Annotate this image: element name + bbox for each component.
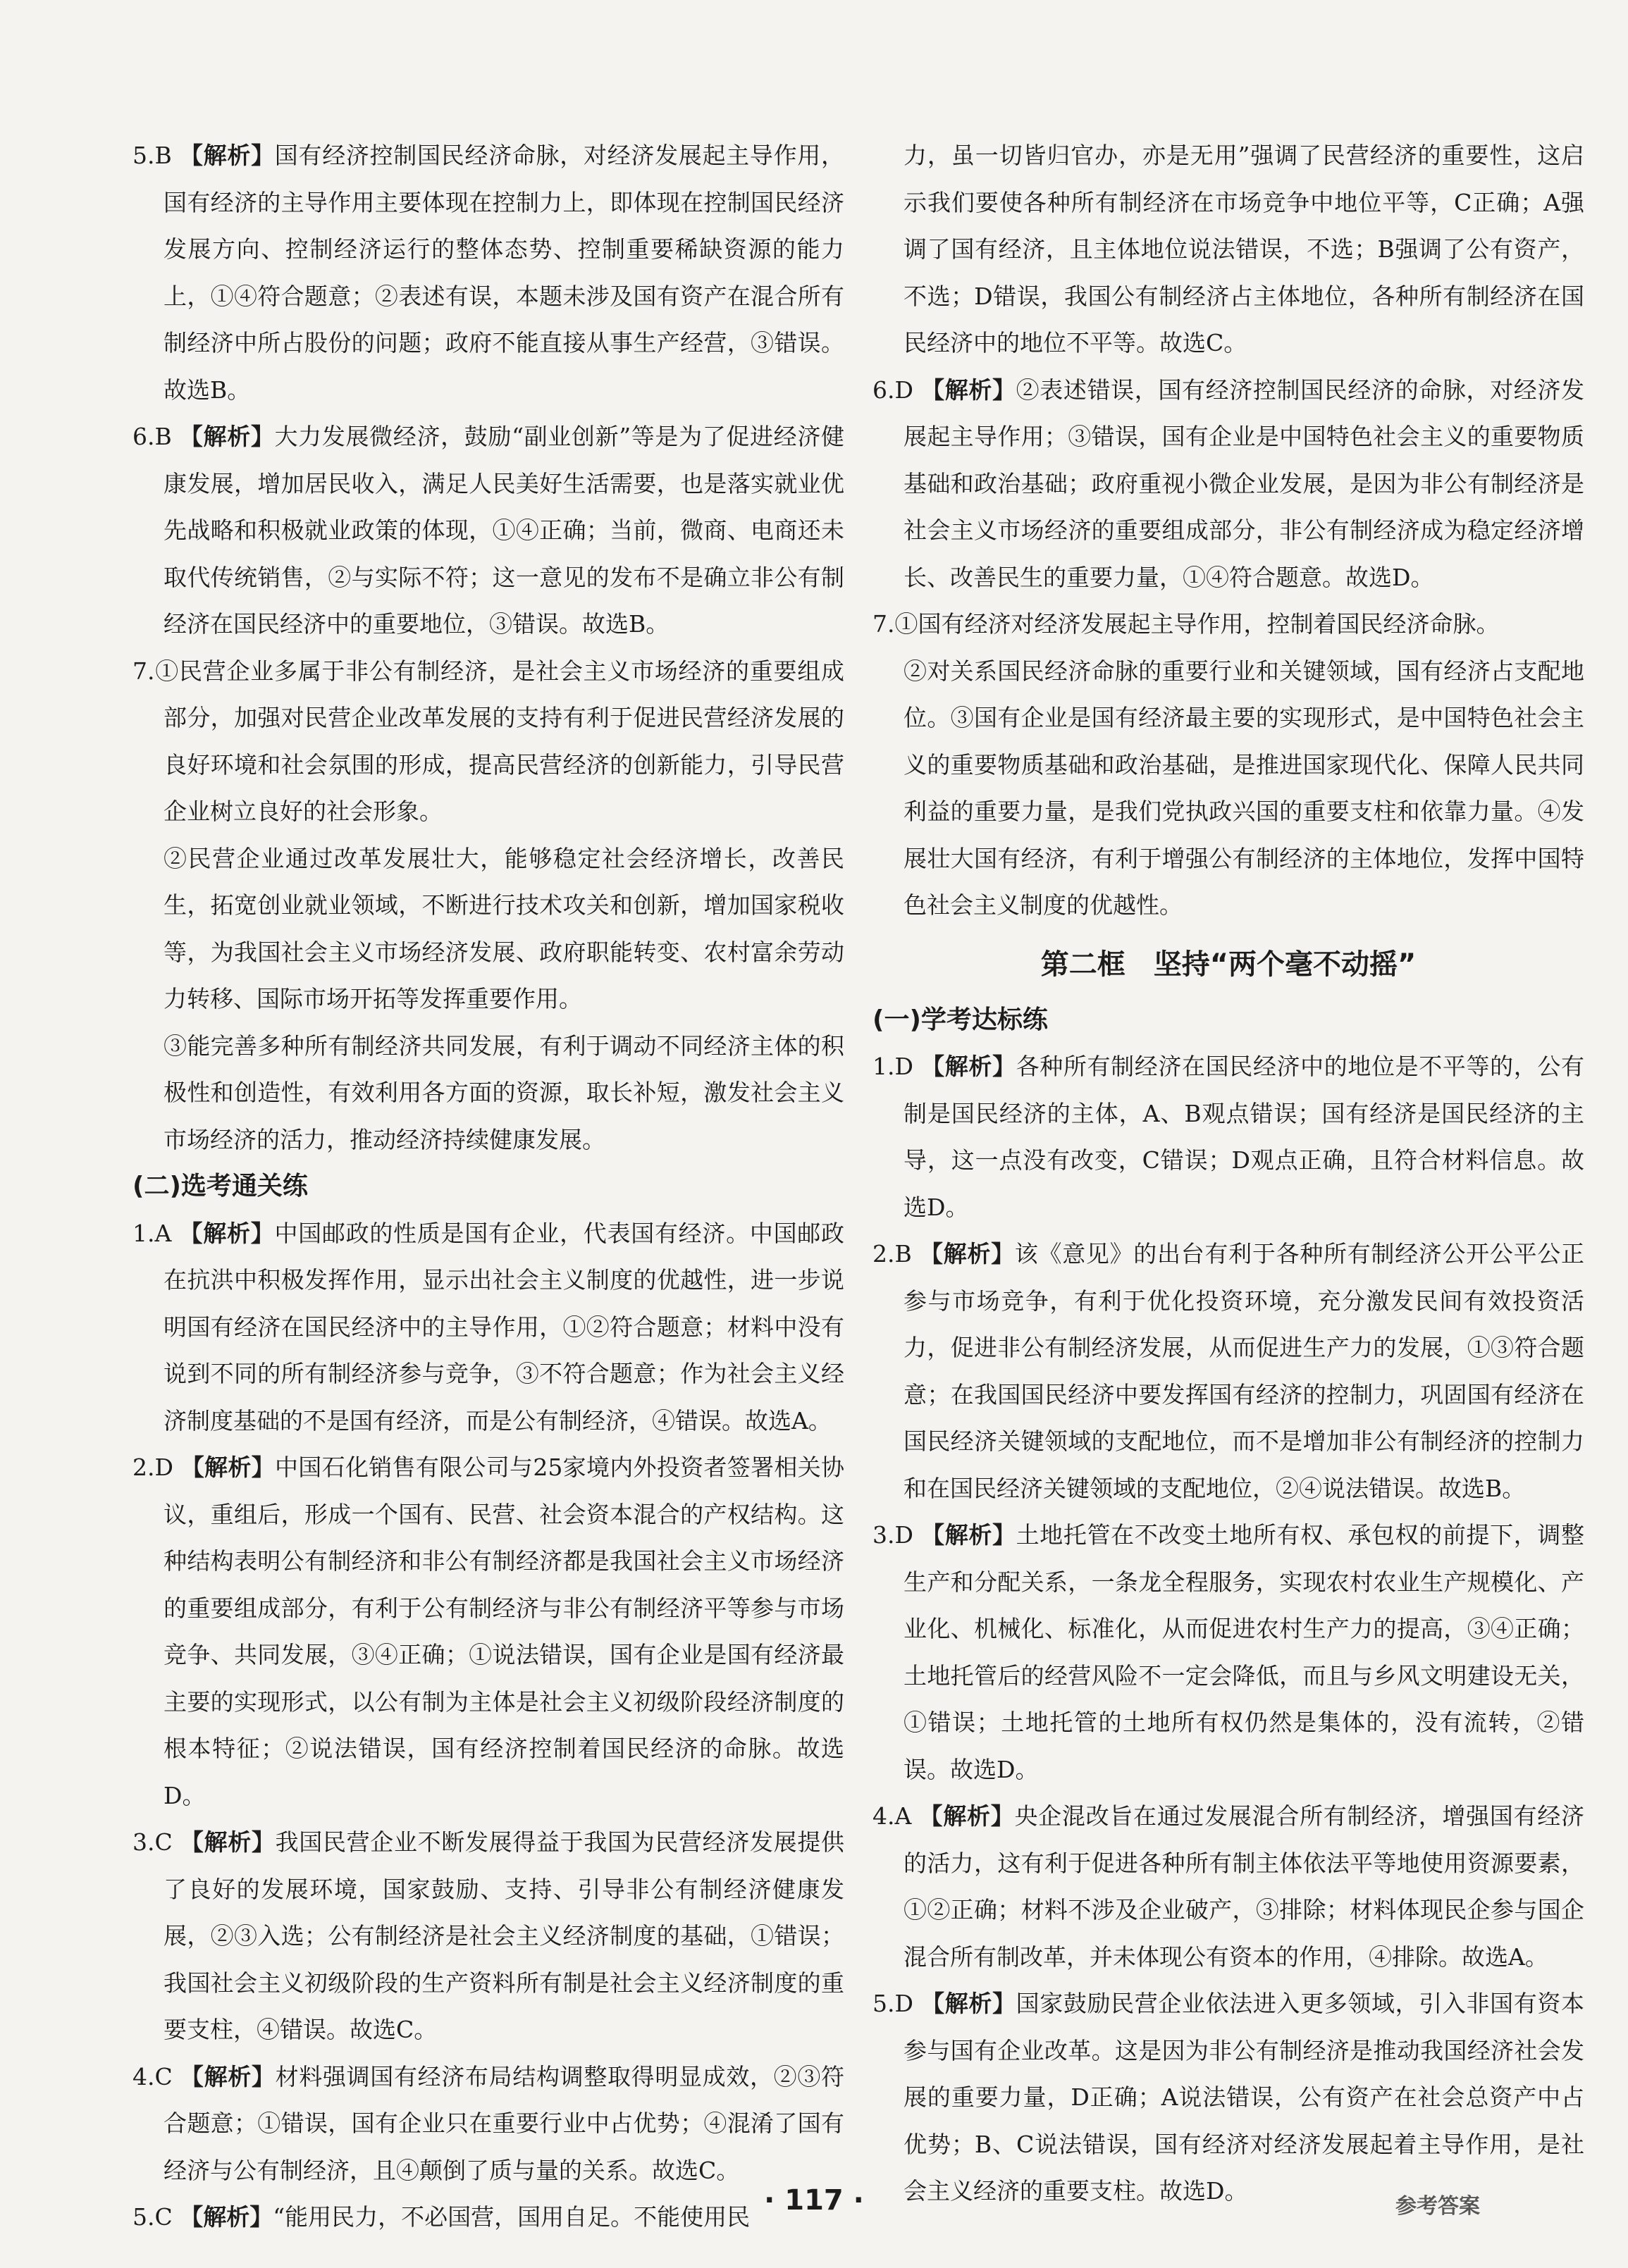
answer-subpoint: ③能完善多种所有制经济共同发展，有利于调动不同经济主体的积极性和创造性，有效利用各方面的资源，取长补短，激发社会主义市场经济的活力，推动经济持续健康发展。	[164, 1031, 844, 1153]
section-heading: (二)选考通关练	[132, 1172, 308, 1201]
answer-item: 3.D 【解析】土地托管在不改变土地所有权、承包权的前提下，调整生产和分配关系，一条龙全程服务，实现农村农业生产规模化、产业化、机械化、标准化，从而促进农村生产力的提高，③④正确；土地托管后的经营风险不一定会降低，而且与乡风文明建设无关，①错误；土地托管的土地所有权仍然是集体的，没有流转，②错误。故选D。	[872, 1521, 1585, 1783]
answer-continuation: 力，虽一切皆归官办，亦是无用”强调了民营经济的重要性，这启示我们要使各种所有制经济在市场竞争中地位平等，C正确；A强调了国有经济，且主体地位说法错误，不选；B强调了公有资产，不选；D错误，我国公有制经济占主体地位，各种所有制经济在国民经济中的地位不平等。故选C。	[904, 142, 1584, 357]
page-number: · 117 ·	[764, 2184, 864, 2217]
answer-item: 1.D 【解析】各种所有制经济在国民经济中的地位是不平等的，公有制是国民经济的主体，A、B观点错误；国有经济是国民经济的主导，这一点没有改变，C错误；D观点正确，且符合材料信息。故选D。	[872, 1053, 1585, 1221]
answer-item: 5.D 【解析】国家鼓励民营企业依法进入更多领域，引入非国有资本参与国有企业改革。这是因为非公有制经济是推动我国经济社会发展的重要力量，D正确；A说法错误，公有资产在社会总资产中占优势；B、C说法错误，国有经济对经济发展起着主导作用，是社会主义经济的重要支柱。故选D。	[872, 1990, 1585, 2205]
answer-item: 6.B 【解析】大力发展微经济，鼓励“副业创新”等是为了促进经济健康发展，增加居民收入，满足人民美好生活需要，也是落实就业优先战略和积极就业政策的体现，①④正确；当前，微商、电商还未取代传统销售，②与实际不符；这一意见的发布不是确立非公有制经济在国民经济中的重要地位，③错误。故选B。	[132, 423, 844, 638]
right-column	[872, 132, 1584, 2215]
answer-subpoint: ②民营企业通过改革发展壮大，能够稳定社会经济增长，改善民生，拓宽创业就业领域，不断进行技术攻关和创新，增加国家税收等，为我国社会主义市场经济发展、政府职能转变、农村富余劳动力转移、国际市场开拓等发挥重要作用。	[164, 844, 844, 1012]
section-heading: (一)学考达标练	[872, 1005, 1048, 1034]
answer-subpoint: ②对关系国民经济命脉的重要行业和关键领域，国有经济占支配地位。③国有企业是国有经济最主要的实现形式，是中国特色社会主义的重要物质基础和政治基础，是推进国家现代化、保障人民共同利益的重要力量，是我们党执政兴国的重要支柱和依靠力量。④发展壮大国有经济，有利于增强公有制经济的主体地位，发挥中国特色社会主义制度的优越性。	[904, 657, 1584, 919]
answer-item: 7.①国有经济对经济发展起主导作用，控制着国民经济命脉。	[872, 610, 1500, 638]
answer-item: 5.C 【解析】“能用民力，不必国营，国用自足。不能使用民	[132, 2203, 751, 2231]
answer-item: 6.D 【解析】②表述错误，国有经济控制国民经济的命脉，对经济发展起主导作用；③错误，国有企业是中国特色社会主义的重要物质基础和政治基础；政府重视小微企业发展，是因为非公有制经济是社会主义市场经济的重要组成部分，非公有制经济成为稳定经济增长、改善民生的重要力量，①④符合题意。故选D。	[872, 376, 1585, 591]
answer-item: 1.A 【解析】中国邮政的性质是国有企业，代表国有经济。中国邮政在抗洪中积极发挥作用，显示出社会主义制度的优越性，进一步说明国有经济在国民经济中的主导作用，①②符合题意；材料中没有说到不同的所有制经济参与竞争，③不符合题意；作为社会主义经济制度基础的不是国有经济，而是公有制经济，④错误。故选A。	[132, 1219, 845, 1434]
lesson-title: 第二框 坚持“两个毫不动摇”	[1040, 948, 1417, 981]
answer-item: 4.C 【解析】材料强调国有经济布局结构调整取得明显成效，②③符合题意；①错误，国有企业只在重要行业中占优势；④混淆了国有经济与公有制经济，且④颠倒了质与量的关系。故选C。	[132, 2062, 845, 2184]
left-column	[132, 132, 844, 2241]
answer-item: 3.C 【解析】我国民营企业不断发展得益于我国为民营经济发展提供了良好的发展环境，国家鼓励、支持、引导非公有制经济健康发展，②③入选；公有制经济是社会主义经济制度的基础，①错误；我国社会主义初级阶段的生产资料所有制是社会主义经济制度的重要支柱，④错误。故选C。	[132, 1828, 845, 2043]
answer-item: 5.B 【解析】国有经济控制国民经济命脉，对经济发展起主导作用，国有经济的主导作用主要体现在控制力上，即体现在控制国民经济发展方向、控制经济运行的整体态势、控制重要稀缺资源的能力上，①④符合题意；②表述有误，本题未涉及国有资产在混合所有制经济中所占股份的问题；政府不能直接从事生产经营，③错误。故选B。	[132, 142, 845, 404]
answer-item: 2.B 【解析】该《意见》的出台有利于各种所有制经济公开公平公正参与市场竞争，有利于优化投资环境，充分激发民间有效投资活力，促进非公有制经济发展，从而促进生产力的发展，①③符合题意；在我国国民经济中要发挥国有经济的控制力，巩固国有经济在国民经济关键领域的支配地位，而不是增加非公有制经济的控制力和在国民经济关键领域的支配地位，②④说法错误。故选B。	[872, 1240, 1585, 1502]
answer-item: 2.D 【解析】中国石化销售有限公司与25家境内外投资者签署相关协议，重组后，形成一个国有、民营、社会资本混合的产权结构。这种结构表明公有制经济和非公有制经济都是我国社会主义市场经济的重要组成部分，有利于公有制经济与非公有制经济平等参与市场竞争、共同发展，③④正确；①说法错误，国有企业是国有经济最主要的实现形式，以公有制为主体是社会主义初级阶段经济制度的根本特征；②说法错误，国有经济控制着国民经济的命脉。故选D。	[132, 1454, 844, 1809]
footer-label: 参考答案	[1395, 2194, 1480, 2219]
answer-item: 7.①民营企业多属于非公有制经济，是社会主义市场经济的重要组成部分，加强对民营企业改革发展的支持有利于促进民营经济发展的良好环境和社会氛围的形成，提高民营经济的创新能力，引导民营企业树立良好的社会形象。	[132, 657, 844, 825]
answer-item: 4.A 【解析】央企混改旨在通过发展混合所有制经济，增强国有经济的活力，这有利于促进各种所有制主体依法平等地使用资源要素，①②正确；材料不涉及企业破产，③排除；材料体现民企参与国企混合所有制改革，并未体现公有资本的作用，④排除。故选A。	[872, 1802, 1585, 1971]
